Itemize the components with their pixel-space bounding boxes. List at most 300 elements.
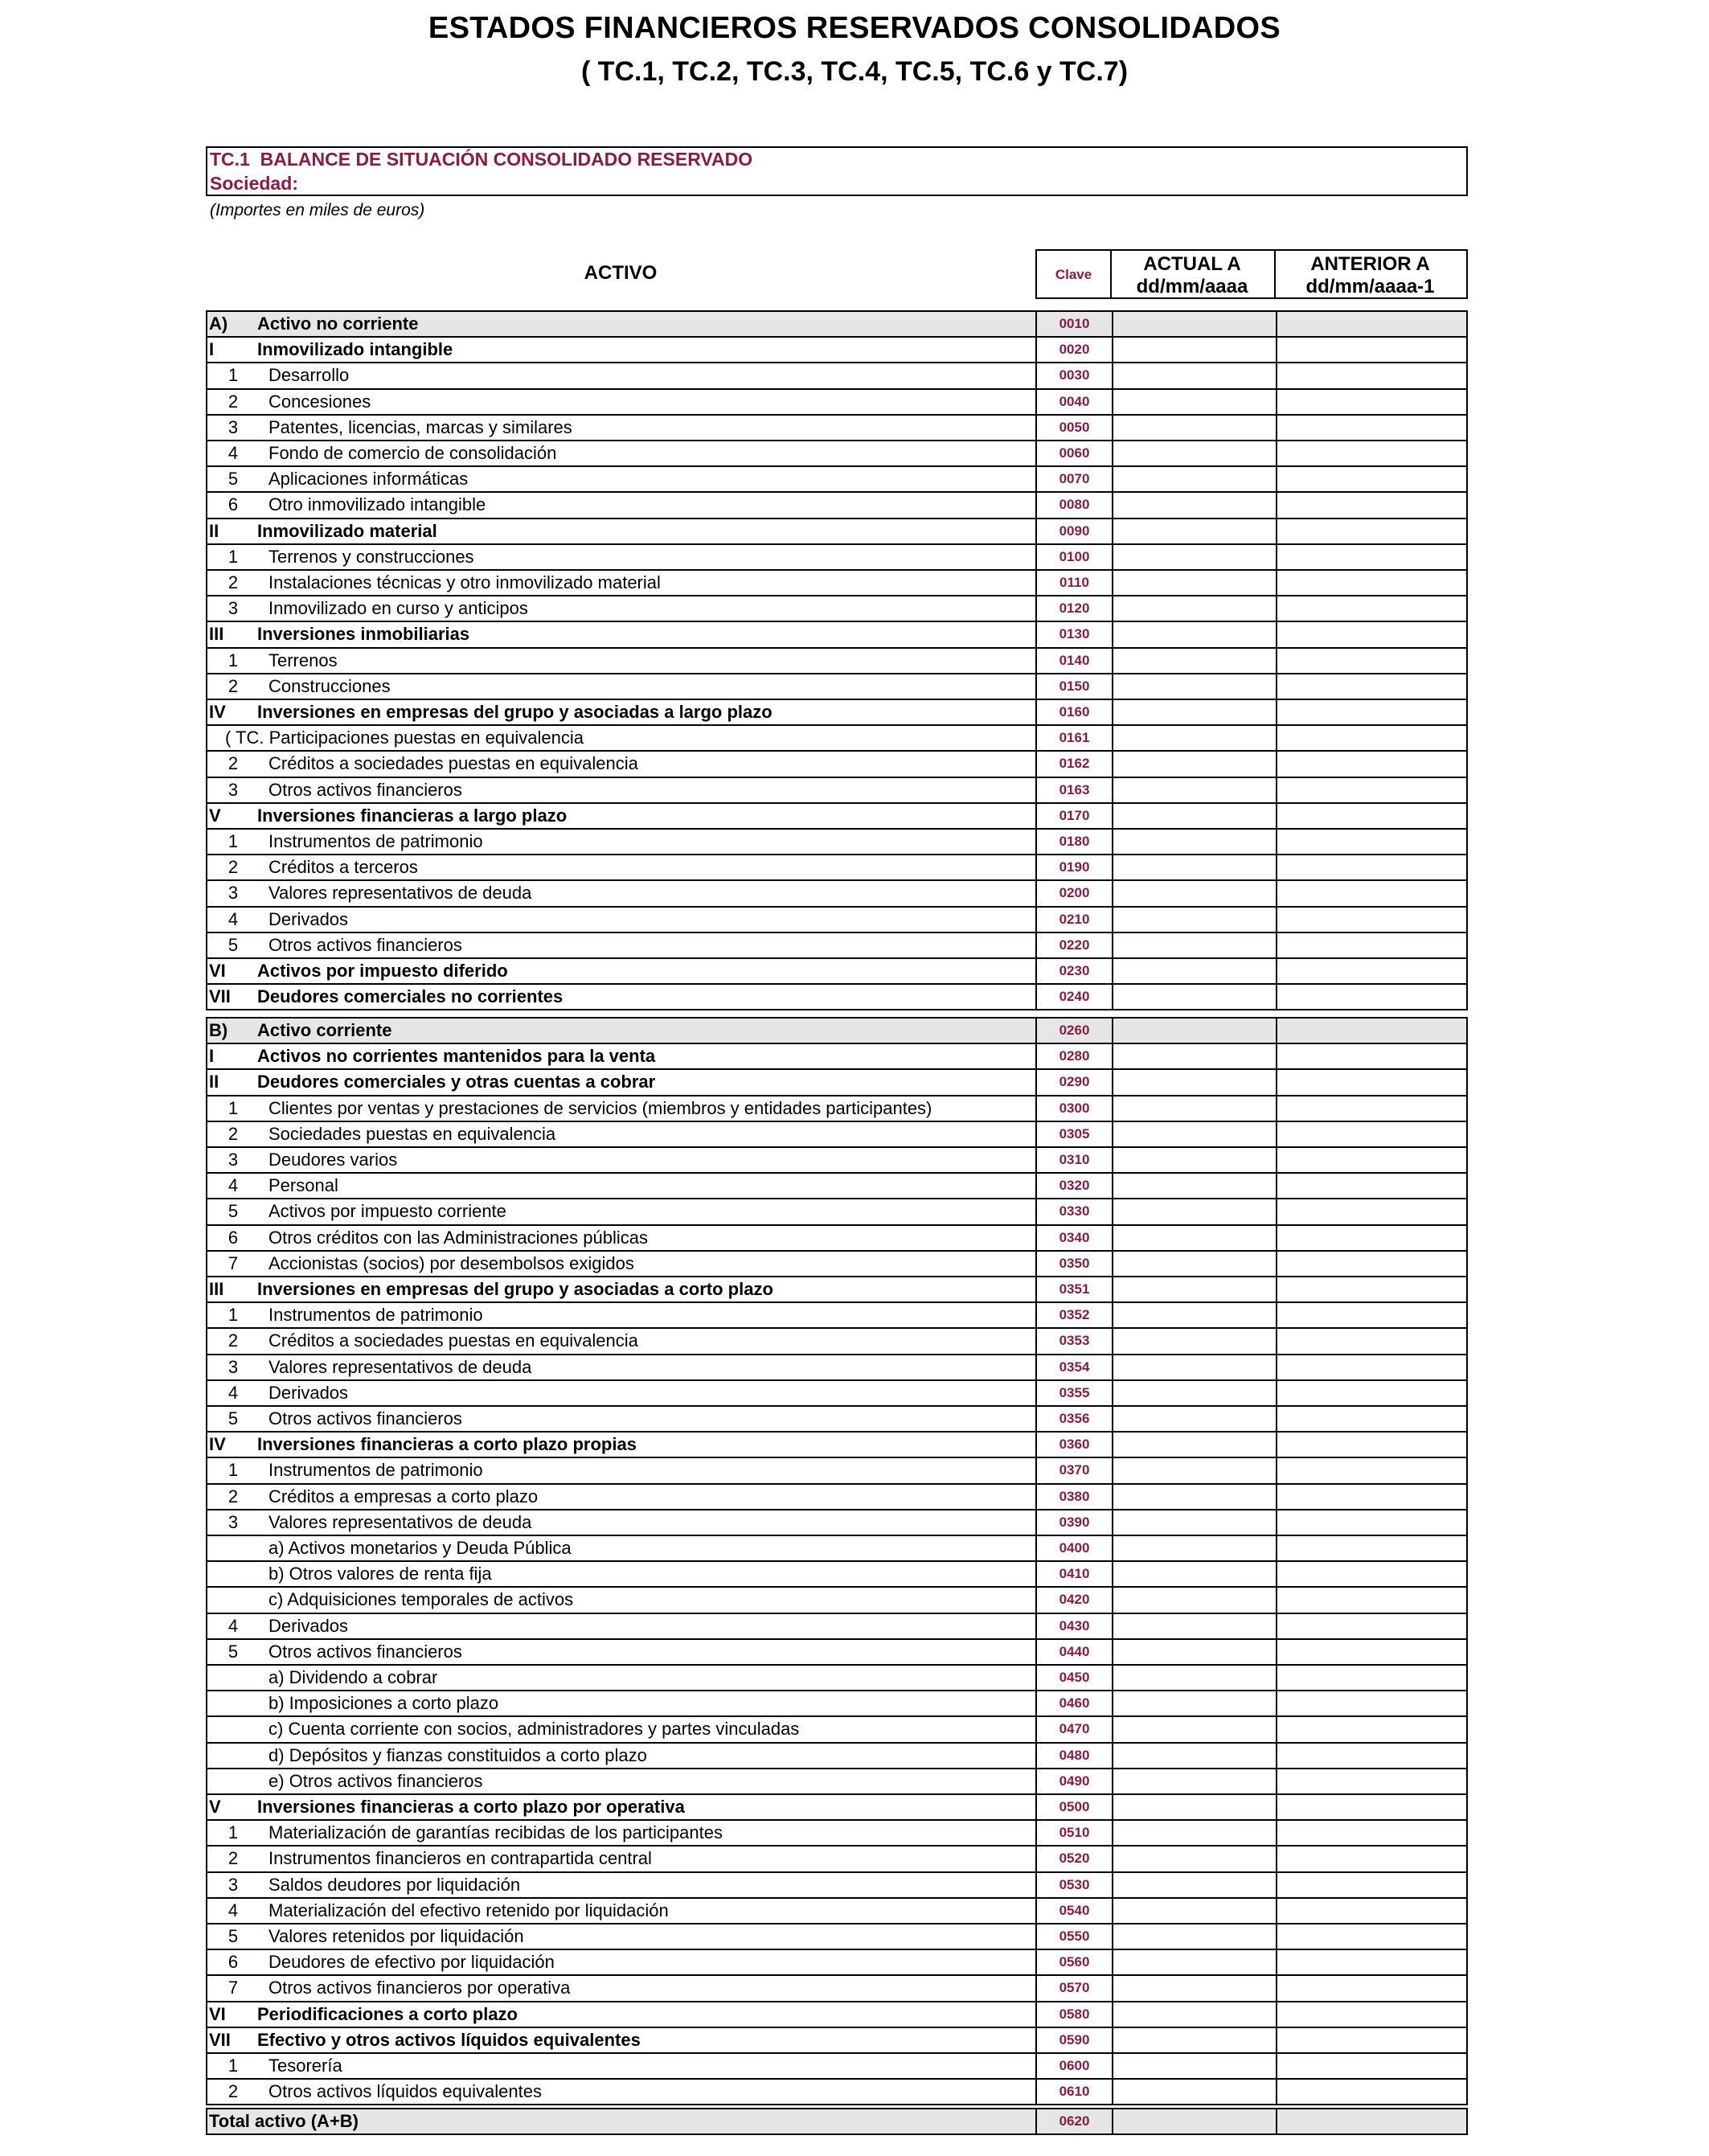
anterior-value-cell[interactable] (1276, 1226, 1468, 1250)
row-label: Instrumentos de patrimonio (268, 831, 483, 852)
anterior-value-cell[interactable] (1276, 1821, 1468, 1845)
row-clave: 0200 (1035, 881, 1113, 905)
anterior-value-cell[interactable] (1276, 1277, 1468, 1301)
actual-value-cell[interactable] (1112, 312, 1277, 336)
anterior-value-cell[interactable] (1276, 1510, 1468, 1535)
table-row (206, 1485, 1468, 1510)
row-number: 5 (227, 469, 239, 490)
actual-header (1110, 249, 1276, 299)
anterior-value-cell[interactable] (1276, 338, 1468, 362)
statement-title: TC.1 BALANCE DE SITUACIÓN CONSOLIDADO RESERVADO (210, 149, 753, 170)
actual-value-cell[interactable] (1112, 1614, 1277, 1638)
row-label: Valores representativos de deuda (268, 1511, 532, 1532)
row-number: 1 (227, 2056, 239, 2076)
actual-value-cell[interactable] (1112, 2109, 1277, 2133)
table-row (206, 1252, 1468, 1277)
anterior-value-cell[interactable] (1276, 2080, 1468, 2104)
actual-value-cell[interactable] (1112, 1019, 1277, 1043)
actual-value-cell[interactable] (1112, 493, 1277, 517)
table-row (206, 2054, 1468, 2080)
row-number: 7 (227, 1252, 239, 1273)
actual-value-cell[interactable] (1112, 1277, 1277, 1301)
actual-value-cell[interactable] (1112, 2002, 1277, 2027)
row-number: 3 (227, 416, 239, 437)
row-number: V (209, 805, 221, 826)
table-row (206, 1924, 1468, 1950)
anterior-value-cell[interactable] (1276, 1847, 1468, 1871)
row-number: 1 (227, 831, 239, 852)
table-row (206, 881, 1468, 907)
actual-value-cell[interactable] (1112, 933, 1277, 957)
row-clave: 0450 (1035, 1666, 1113, 1690)
actual-value-cell[interactable] (1112, 596, 1277, 621)
row-number: III (209, 624, 224, 645)
row-label: Inversiones financieras a corto plazo por operativa (257, 1797, 685, 1818)
actual-value-cell[interactable] (1112, 1744, 1277, 1768)
row-clave: 0020 (1035, 338, 1113, 362)
anterior-value-cell[interactable] (1276, 700, 1468, 724)
row-number: 6 (227, 494, 239, 515)
row-label: Otros activos financieros (268, 779, 462, 800)
row-clave: 0351 (1035, 1277, 1113, 1301)
anterior-value-cell[interactable] (1276, 1666, 1468, 1690)
actual-value-cell[interactable] (1112, 1950, 1277, 1974)
table-row (206, 1407, 1468, 1433)
actual-value-cell[interactable] (1112, 441, 1277, 465)
actual-header-line2: dd/mm/aaaa (1136, 276, 1248, 297)
table-row (206, 622, 1468, 648)
row-clave: 0460 (1035, 1691, 1113, 1715)
row-number: VI (209, 961, 226, 982)
anterior-value-cell[interactable] (1276, 1640, 1468, 1664)
row-clave: 0140 (1035, 649, 1113, 673)
actual-value-cell[interactable] (1112, 571, 1277, 595)
actual-value-cell[interactable] (1112, 2080, 1277, 2104)
row-clave: 0220 (1035, 933, 1113, 957)
actual-value-cell[interactable] (1112, 1769, 1277, 1793)
actual-value-cell[interactable] (1112, 1562, 1277, 1586)
row-number: 2 (227, 1848, 239, 1869)
actual-value-cell[interactable] (1112, 1044, 1277, 1068)
anterior-value-cell[interactable] (1276, 1717, 1468, 1741)
row-clave: 0530 (1035, 1873, 1113, 1897)
row-label: Activos por impuesto diferido (257, 961, 508, 982)
actual-value-cell[interactable] (1112, 338, 1277, 362)
anterior-value-cell[interactable] (1276, 1096, 1468, 1121)
table-row (206, 1640, 1468, 1666)
anterior-value-cell[interactable] (1276, 1744, 1468, 1768)
row-label: Créditos a sociedades puestas en equivalencia (268, 753, 638, 774)
row-clave: 0080 (1035, 493, 1113, 517)
row-clave: 0300 (1035, 1096, 1113, 1121)
anterior-value-cell[interactable] (1276, 1536, 1468, 1560)
table-row (206, 959, 1468, 985)
table-row (206, 1847, 1468, 1872)
table-row (206, 1510, 1468, 1536)
row-number: 4 (227, 1900, 239, 1920)
row-label: Accionistas (socios) por desembolsos exigidos (268, 1252, 634, 1273)
actual-value-cell[interactable] (1112, 1847, 1277, 1871)
actual-value-cell[interactable] (1112, 908, 1277, 932)
actual-value-cell[interactable] (1112, 390, 1277, 414)
row-label: Construcciones (268, 675, 391, 696)
row-label: Derivados (268, 1615, 349, 1636)
table-row (206, 1070, 1468, 1096)
anterior-value-cell[interactable] (1276, 1433, 1468, 1457)
table-row (206, 933, 1468, 959)
row-number: A) (209, 314, 228, 334)
anterior-value-cell[interactable] (1276, 545, 1468, 569)
table-row (206, 1148, 1468, 1174)
actual-value-cell[interactable] (1112, 830, 1277, 854)
anterior-value-cell[interactable] (1276, 804, 1468, 828)
row-clave: 0240 (1035, 985, 1113, 1009)
anterior-value-cell[interactable] (1276, 1252, 1468, 1276)
actual-value-cell[interactable] (1112, 1666, 1277, 1690)
row-number (209, 1666, 257, 1690)
row-clave: 0030 (1035, 363, 1113, 387)
actual-value-cell[interactable] (1112, 1510, 1277, 1535)
anterior-value-cell[interactable] (1276, 1122, 1468, 1146)
row-number: 7 (227, 1978, 239, 1998)
anterior-value-cell[interactable] (1276, 1044, 1468, 1068)
anterior-value-cell[interactable] (1276, 1303, 1468, 1327)
actual-value-cell[interactable] (1112, 1640, 1277, 1664)
anterior-value-cell[interactable] (1276, 622, 1468, 646)
row-clave: 0162 (1035, 752, 1113, 776)
table-row (206, 1226, 1468, 1252)
row-label: d) Depósitos y fianzas constituidos a corto plazo (268, 1744, 647, 1765)
anterior-value-cell[interactable] (1276, 881, 1468, 905)
actual-value-cell[interactable] (1112, 649, 1277, 673)
row-clave: 0305 (1035, 1122, 1113, 1146)
row-clave: 0130 (1035, 622, 1113, 646)
table-row (206, 1976, 1468, 2002)
row-label: b) Imposiciones a corto plazo (268, 1693, 499, 1714)
row-clave: 0360 (1035, 1433, 1113, 1457)
actual-value-cell[interactable] (1112, 1096, 1277, 1121)
anterior-value-cell[interactable] (1276, 2028, 1468, 2052)
anterior-value-cell[interactable] (1276, 1199, 1468, 1224)
row-number: IV (209, 702, 226, 723)
row-clave: 0010 (1035, 312, 1113, 336)
actual-value-cell[interactable] (1112, 1329, 1277, 1353)
row-label: Efectivo y otros activos líquidos equivalentes (257, 2029, 641, 2050)
row-number: 2 (227, 2081, 239, 2102)
row-label: Terrenos (268, 650, 338, 670)
anterior-value-cell[interactable] (1276, 985, 1468, 1009)
anterior-value-cell[interactable] (1276, 312, 1468, 336)
anterior-value-cell[interactable] (1276, 467, 1468, 491)
anterior-value-cell[interactable] (1276, 1950, 1468, 1974)
anterior-value-cell[interactable] (1276, 1691, 1468, 1715)
row-number: VII (209, 986, 231, 1007)
anterior-value-cell[interactable] (1276, 1588, 1468, 1612)
table-row (206, 830, 1468, 855)
anterior-value-cell[interactable] (1276, 1614, 1468, 1638)
row-clave: 0390 (1035, 1510, 1113, 1535)
row-label: Deudores varios (268, 1150, 398, 1170)
anterior-value-cell[interactable] (1276, 1070, 1468, 1094)
row-clave: 0560 (1035, 1950, 1113, 1974)
actual-value-cell[interactable] (1112, 959, 1277, 983)
anterior-value-cell[interactable] (1276, 493, 1468, 517)
actual-value-cell[interactable] (1112, 1458, 1277, 1482)
actual-value-cell[interactable] (1112, 1924, 1277, 1949)
row-label: Otros activos líquidos equivalentes (268, 2081, 542, 2102)
anterior-value-cell[interactable] (1276, 933, 1468, 957)
row-clave: 0353 (1035, 1329, 1113, 1353)
row-label: a) Dividendo a cobrar (268, 1667, 438, 1688)
row-clave: 0110 (1035, 571, 1113, 595)
anterior-value-cell[interactable] (1276, 2109, 1468, 2133)
actual-value-cell[interactable] (1112, 467, 1277, 491)
actual-value-cell[interactable] (1112, 1148, 1277, 1172)
anterior-value-cell[interactable] (1276, 908, 1468, 932)
document-subtitle: ( TC.1, TC.2, TC.3, TC.4, TC.5, TC.6 y TC.7) (580, 56, 1129, 87)
row-number: 1 (227, 1305, 239, 1326)
anterior-value-cell[interactable] (1276, 1976, 1468, 2000)
anterior-value-cell[interactable] (1276, 855, 1468, 879)
actual-value-cell[interactable] (1112, 1795, 1277, 1819)
actual-value-cell[interactable] (1112, 1407, 1277, 1431)
anterior-value-cell[interactable] (1276, 1769, 1468, 1793)
table-row (206, 1277, 1468, 1303)
row-label: Otros activos financieros (268, 1641, 462, 1662)
actual-value-cell[interactable] (1112, 1433, 1277, 1457)
anterior-value-cell[interactable] (1276, 1795, 1468, 1819)
table-row (206, 519, 1468, 545)
row-number (209, 1562, 257, 1586)
table-row (206, 1044, 1468, 1070)
row-clave: 0170 (1035, 804, 1113, 828)
anterior-value-cell[interactable] (1276, 830, 1468, 854)
anterior-value-cell[interactable] (1276, 778, 1468, 802)
row-clave: 0290 (1035, 1070, 1113, 1094)
table-row (206, 1562, 1468, 1588)
table-row (206, 1717, 1468, 1743)
actual-value-cell[interactable] (1112, 674, 1277, 699)
row-label: Inversiones en empresas del grupo y asociadas a largo plazo (257, 702, 773, 723)
row-clave: 0180 (1035, 830, 1113, 854)
row-number: 2 (227, 572, 239, 593)
anterior-value-cell[interactable] (1276, 1407, 1468, 1431)
table-row (206, 1017, 1468, 1044)
anterior-value-cell[interactable] (1276, 2054, 1468, 2078)
row-label: Saldos deudores por liquidación (268, 1874, 521, 1895)
row-number (209, 1744, 257, 1768)
row-number: 3 (227, 1356, 239, 1377)
anterior-value-cell[interactable] (1276, 519, 1468, 543)
actual-value-cell[interactable] (1112, 416, 1277, 440)
actual-value-cell[interactable] (1112, 2054, 1277, 2078)
anterior-value-cell[interactable] (1276, 363, 1468, 387)
actual-value-cell[interactable] (1112, 1381, 1277, 1405)
row-clave: 0510 (1035, 1821, 1113, 1845)
actual-value-cell[interactable] (1112, 519, 1277, 543)
anterior-value-cell[interactable] (1276, 441, 1468, 465)
row-clave: 0590 (1035, 2028, 1113, 2052)
row-clave: 0440 (1035, 1640, 1113, 1664)
row-clave: 0040 (1035, 390, 1113, 414)
row-number: 3 (227, 598, 239, 619)
row-clave: 0520 (1035, 1847, 1113, 1871)
anterior-value-cell[interactable] (1276, 726, 1468, 750)
actual-value-cell[interactable] (1112, 1485, 1277, 1509)
table-row (206, 1355, 1468, 1381)
row-label: Inmovilizado intangible (257, 339, 453, 360)
row-label: Créditos a sociedades puestas en equivalencia (268, 1330, 638, 1351)
row-clave: 0356 (1035, 1407, 1113, 1431)
row-clave: 0350 (1035, 1252, 1113, 1276)
table-row (206, 1096, 1468, 1122)
anterior-value-cell[interactable] (1276, 959, 1468, 983)
actual-value-cell[interactable] (1112, 1691, 1277, 1715)
anterior-header (1274, 249, 1468, 299)
anterior-value-cell[interactable] (1276, 1381, 1468, 1405)
table-row (206, 416, 1468, 441)
anterior-value-cell[interactable] (1276, 1355, 1468, 1379)
row-clave: 0420 (1035, 1588, 1113, 1612)
table-row (206, 2108, 1468, 2135)
anterior-value-cell[interactable] (1276, 1873, 1468, 1897)
row-label: Activos por impuesto corriente (268, 1201, 506, 1222)
anterior-value-cell[interactable] (1276, 1562, 1468, 1586)
actual-value-cell[interactable] (1112, 1252, 1277, 1276)
table-row (206, 1873, 1468, 1899)
row-clave: 0060 (1035, 441, 1113, 465)
table-row (206, 1433, 1468, 1458)
row-label: Otros activos financieros (268, 1408, 462, 1429)
table-row (206, 390, 1468, 416)
actual-value-cell[interactable] (1112, 622, 1277, 646)
table-row (206, 1950, 1468, 1976)
actual-value-cell[interactable] (1112, 881, 1277, 905)
row-number: I (209, 1046, 215, 1067)
table-row (206, 855, 1468, 881)
table-row (206, 1122, 1468, 1148)
table-row (206, 363, 1468, 389)
row-label: Total activo (A+B) (209, 2111, 359, 2132)
actual-value-cell[interactable] (1112, 855, 1277, 879)
actual-value-cell[interactable] (1112, 804, 1277, 828)
anterior-value-cell[interactable] (1276, 571, 1468, 595)
anterior-value-cell[interactable] (1276, 416, 1468, 440)
row-label: Patentes, licencias, marcas y similares (268, 416, 572, 437)
row-label: e) Otros activos financieros (268, 1770, 483, 1791)
table-row (206, 1795, 1468, 1821)
actual-value-cell[interactable] (1112, 1588, 1277, 1612)
anterior-value-cell[interactable] (1276, 390, 1468, 414)
row-label: Créditos a terceros (268, 857, 418, 878)
actual-header-line1: ACTUAL A (1143, 253, 1241, 275)
actual-value-cell[interactable] (1112, 1226, 1277, 1250)
row-label: Materialización del efectivo retenido por liquidación (268, 1900, 669, 1920)
actual-value-cell[interactable] (1112, 363, 1277, 387)
row-label: Valores retenidos por liquidación (268, 1926, 524, 1947)
row-number: 1 (227, 650, 239, 670)
actual-value-cell[interactable] (1112, 1899, 1277, 1923)
anterior-value-cell[interactable] (1276, 2002, 1468, 2027)
actual-value-cell[interactable] (1112, 778, 1277, 802)
actual-value-cell[interactable] (1112, 726, 1277, 750)
row-label: Otros créditos con las Administraciones públicas (268, 1227, 648, 1248)
row-label: Valores representativos de deuda (268, 1356, 532, 1377)
actual-value-cell[interactable] (1112, 545, 1277, 569)
row-clave: 0550 (1035, 1924, 1113, 1949)
anterior-value-cell[interactable] (1276, 649, 1468, 673)
row-number (209, 1588, 257, 1612)
anterior-value-cell[interactable] (1276, 1924, 1468, 1949)
table-row (206, 545, 1468, 571)
row-clave: 0500 (1035, 1795, 1113, 1819)
row-number: II (209, 1072, 219, 1092)
row-number: VII (209, 2029, 231, 2050)
row-clave: 0150 (1035, 674, 1113, 699)
row-clave: 0490 (1035, 1769, 1113, 1793)
anterior-value-cell[interactable] (1276, 1485, 1468, 1509)
anterior-value-cell[interactable] (1276, 674, 1468, 699)
row-number: 4 (227, 1382, 239, 1403)
actual-value-cell[interactable] (1112, 1303, 1277, 1327)
actual-value-cell[interactable] (1112, 752, 1277, 776)
row-label: Activo corriente (257, 1020, 392, 1041)
actual-value-cell[interactable] (1112, 1355, 1277, 1379)
statement-header-box (206, 146, 1468, 196)
row-clave: 0161 (1035, 726, 1113, 750)
actual-value-cell[interactable] (1112, 1199, 1277, 1224)
row-number: 3 (227, 779, 239, 800)
actual-value-cell[interactable] (1112, 1122, 1277, 1146)
row-clave: 0160 (1035, 700, 1113, 724)
anterior-value-cell[interactable] (1276, 1174, 1468, 1198)
anterior-value-cell[interactable] (1276, 1329, 1468, 1353)
row-number: 5 (227, 1926, 239, 1947)
row-number: 6 (227, 1952, 239, 1973)
anterior-value-cell[interactable] (1276, 1458, 1468, 1482)
row-number: 2 (227, 391, 239, 412)
actual-value-cell[interactable] (1112, 1536, 1277, 1560)
actual-value-cell[interactable] (1112, 1821, 1277, 1845)
row-label: Personal (268, 1175, 338, 1196)
table-row (206, 1588, 1468, 1613)
clave-header-label: Clave (1055, 267, 1092, 282)
actual-value-cell[interactable] (1112, 2028, 1277, 2052)
anterior-value-cell[interactable] (1276, 1899, 1468, 1923)
anterior-value-cell[interactable] (1276, 752, 1468, 776)
row-clave: 0280 (1035, 1044, 1113, 1068)
row-clave: 0230 (1035, 959, 1113, 983)
anterior-value-cell[interactable] (1276, 1148, 1468, 1172)
row-number: 5 (227, 1201, 239, 1222)
anterior-value-cell[interactable] (1276, 596, 1468, 621)
actual-value-cell[interactable] (1112, 1717, 1277, 1741)
actual-value-cell[interactable] (1112, 985, 1277, 1009)
row-clave: 0330 (1035, 1199, 1113, 1224)
table-row (206, 649, 1468, 674)
row-label: Otro inmovilizado intangible (268, 494, 486, 515)
row-number: I (209, 339, 215, 360)
anterior-value-cell[interactable] (1276, 1019, 1468, 1043)
actual-value-cell[interactable] (1112, 1070, 1277, 1094)
row-label: Materialización de garantías recibidas de los participantes (268, 1822, 723, 1843)
actual-value-cell[interactable] (1112, 1174, 1277, 1198)
actual-value-cell[interactable] (1112, 1873, 1277, 1897)
actual-value-cell[interactable] (1112, 1976, 1277, 2000)
row-number: 4 (227, 908, 239, 929)
row-label: Clientes por ventas y prestaciones de servicios (miembros y entidades participantes) (268, 1097, 932, 1118)
actual-value-cell[interactable] (1112, 700, 1277, 724)
